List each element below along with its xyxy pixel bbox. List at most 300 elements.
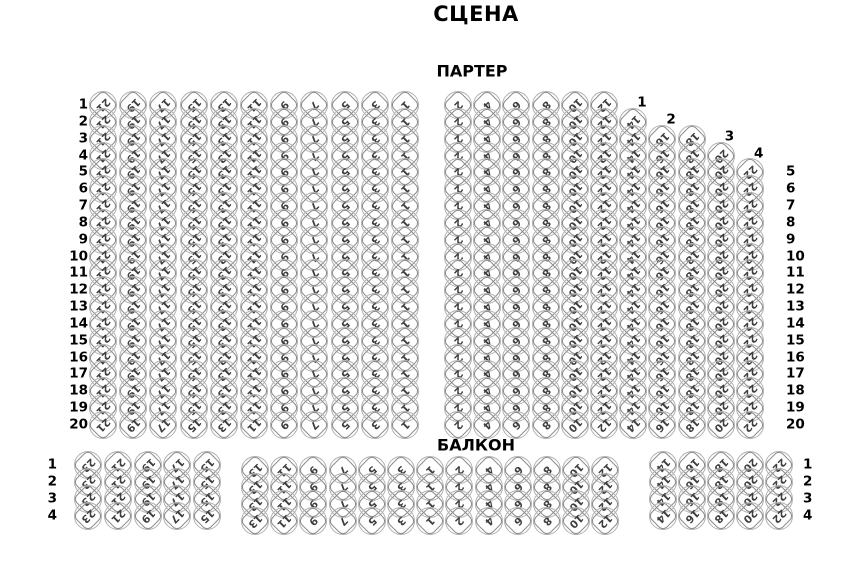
seat-number: 1: [423, 480, 438, 495]
seat-number: 1: [398, 334, 413, 348]
seat-number: 4: [480, 384, 495, 399]
seat-number: 17: [154, 382, 173, 401]
seat-number: 18: [682, 230, 702, 250]
seat-number: 11: [244, 196, 264, 216]
row-label: 14: [786, 315, 805, 332]
seat-number: 3: [368, 249, 382, 264]
seat-number: 21: [93, 247, 113, 267]
seat-number: 3: [368, 350, 382, 365]
seat-number: 8: [540, 463, 555, 478]
seat-number: 15: [184, 196, 204, 216]
seat-number: 23: [78, 489, 98, 509]
seat-number: 13: [214, 247, 234, 267]
seat-number: 20: [711, 264, 731, 283]
seat-number: 5: [337, 98, 352, 113]
seat-number: 21: [93, 382, 113, 401]
row-label: 4: [78, 146, 88, 163]
seat-number: 22: [740, 264, 760, 283]
parterre-label: ПАРТЕР: [436, 61, 508, 81]
seat-number: 14: [623, 348, 643, 368]
seat-number: 17: [154, 398, 173, 418]
seat-number: 9: [277, 350, 292, 365]
seat-number: 5: [365, 463, 379, 478]
seat-number: 21: [108, 506, 128, 526]
seat-number: 5: [337, 334, 352, 348]
seat-number: 4: [480, 249, 495, 264]
seat-number: 7: [307, 283, 322, 298]
seat-number: 22: [740, 196, 760, 216]
seat-number: 10: [565, 415, 585, 435]
seat-number: 9: [306, 514, 321, 529]
seat-number: 21: [93, 196, 113, 216]
seat[interactable]: [735, 410, 765, 440]
seat-number: 17: [168, 506, 187, 526]
seat-number: 2: [451, 199, 466, 214]
seat-number: 15: [184, 297, 204, 317]
seat-number: 19: [138, 455, 158, 475]
seat-number: 18: [682, 398, 702, 418]
seat-number: 9: [277, 98, 292, 113]
seat-number: 15: [184, 264, 204, 283]
seat-number: 2: [451, 350, 466, 365]
seat-number: 19: [123, 179, 143, 199]
seat-number: 6: [509, 334, 524, 348]
row-label: 19: [69, 399, 88, 416]
row-label: 6: [786, 180, 796, 197]
seat-number: 7: [307, 317, 322, 331]
seat-number: 6: [509, 350, 524, 365]
seat-number: 5: [365, 514, 379, 529]
seat-number: 6: [509, 115, 524, 129]
seat-number: 6: [509, 384, 524, 399]
seat-number: 8: [540, 480, 555, 495]
seat-number: 10: [565, 179, 585, 199]
seat-number: 14: [623, 146, 643, 166]
seat-number: 1: [398, 401, 413, 416]
seat-number: 2: [451, 233, 466, 247]
seat-number: 21: [108, 472, 128, 492]
seat-number: 13: [245, 477, 265, 497]
seat-number: 12: [596, 477, 615, 497]
seat-number: 15: [184, 247, 204, 267]
seat-number: 9: [277, 216, 292, 230]
seat-number: 9: [277, 401, 292, 416]
seat-number: 3: [368, 115, 382, 129]
seat-number: 15: [184, 348, 204, 368]
seat-number: 13: [214, 331, 234, 351]
seat-number: 23: [78, 472, 98, 492]
seat-number: 1: [398, 384, 413, 399]
seat-number: 19: [123, 95, 143, 115]
seat-number: 18: [711, 489, 731, 509]
seat[interactable]: [192, 501, 222, 531]
seat-number: 9: [277, 283, 292, 298]
seat-number: 5: [337, 367, 352, 382]
seat-number: 1: [398, 199, 413, 214]
seat-number: 6: [509, 401, 524, 416]
seat-number: 18: [682, 331, 702, 351]
seat-number: 2: [451, 401, 466, 416]
seat-number: 16: [653, 196, 672, 216]
seat-number: 8: [538, 401, 553, 416]
seat-number: 5: [337, 132, 352, 146]
seat-number: 7: [335, 497, 350, 512]
row-label: 3: [724, 127, 735, 144]
seat-number: 3: [368, 98, 382, 113]
seat-number: 15: [184, 95, 204, 115]
seat-number: 3: [368, 132, 382, 146]
seat-number: 9: [277, 266, 292, 281]
seat-number: 21: [93, 398, 113, 418]
seat-number: 20: [711, 297, 731, 317]
seat-number: 22: [740, 179, 760, 199]
seat-number: 9: [277, 148, 292, 163]
seat-number: 7: [307, 350, 322, 365]
row-label: 3: [47, 490, 57, 507]
seat-number: 11: [244, 280, 264, 300]
seat-number: 22: [769, 506, 789, 526]
seat-number: 16: [653, 331, 672, 351]
seat-number: 15: [197, 455, 217, 475]
row-label: 15: [69, 332, 88, 349]
seat-number: 19: [123, 297, 143, 317]
seat-number: 21: [93, 415, 113, 435]
seat-number: 5: [337, 199, 352, 214]
seat-number: 19: [123, 146, 143, 166]
seat-number: 22: [769, 489, 789, 509]
seat-number: 1: [398, 216, 413, 230]
row-label: 5: [786, 163, 796, 180]
seat-number: 11: [274, 477, 294, 497]
seat-number: 17: [154, 129, 173, 149]
seat-number: 22: [740, 415, 760, 435]
row-label: 10: [786, 247, 805, 264]
row-label: 12: [786, 281, 805, 298]
seat-number: 9: [277, 300, 292, 315]
seat-number: 14: [623, 280, 643, 300]
seat-number: 23: [78, 455, 98, 475]
row-label: 2: [666, 111, 676, 128]
seat-number: 4: [481, 514, 496, 529]
seat-number: 13: [214, 314, 234, 334]
seat-number: 4: [481, 463, 496, 478]
seat-number: 1: [398, 418, 413, 433]
seat-number: 10: [566, 511, 586, 531]
seat-number: 11: [244, 398, 264, 418]
row-label: 18: [69, 382, 88, 399]
seat-number: 22: [740, 297, 760, 317]
seat-number: 2: [451, 317, 466, 331]
seat-number: 18: [682, 179, 702, 199]
seat-number: 5: [337, 182, 352, 197]
seat-number: 21: [93, 112, 113, 132]
seat-number: 14: [623, 112, 643, 132]
seat-number: 22: [740, 230, 760, 250]
seat-number: 11: [244, 331, 264, 351]
seat-number: 12: [594, 365, 614, 384]
seat-number: 15: [184, 415, 204, 435]
seat-number: 2: [451, 418, 466, 433]
seat-number: 21: [93, 365, 113, 384]
seat-number: 22: [740, 163, 760, 182]
seat-number: 3: [368, 300, 382, 315]
seat-number: 4: [480, 216, 495, 230]
seat-number: 2: [451, 249, 466, 264]
seat-number: 7: [307, 148, 322, 163]
seat-number: 13: [214, 382, 234, 401]
seat-number: 3: [368, 283, 382, 298]
seat-number: 16: [653, 213, 672, 233]
seat-number: 5: [337, 249, 352, 264]
balcony-label: БАЛКОН: [437, 435, 515, 455]
seat-number: 19: [123, 314, 143, 334]
seat-number: 2: [452, 497, 467, 512]
seat-number: 10: [565, 247, 585, 267]
seat-number: 11: [244, 179, 264, 199]
seat-number: 5: [337, 418, 352, 433]
seat-number: 19: [123, 398, 143, 418]
row-label: 7: [786, 197, 796, 214]
seat-number: 9: [277, 367, 292, 382]
seat-number: 22: [769, 472, 789, 492]
seat-number: 16: [653, 163, 672, 182]
seat-number: 16: [653, 415, 672, 435]
seat-number: 20: [711, 314, 731, 334]
seat-number: 12: [594, 230, 614, 250]
seat-number: 17: [154, 348, 173, 368]
seat-number: 22: [769, 455, 789, 475]
seat-number: 1: [398, 165, 413, 180]
seat-number: 12: [594, 213, 614, 233]
seat-number: 6: [509, 98, 524, 113]
seat-number: 19: [123, 382, 143, 401]
seat-number: 3: [368, 384, 382, 399]
seat-number: 5: [337, 148, 352, 163]
seat-number: 5: [365, 480, 379, 495]
row-label: 17: [69, 365, 88, 382]
stage-label: СЦЕНА: [433, 2, 519, 26]
seat-number: 3: [368, 199, 382, 214]
seat-number: 1: [398, 98, 413, 113]
seat-number: 10: [565, 196, 585, 216]
seat-number: 13: [245, 511, 265, 531]
seat-number: 11: [244, 163, 264, 182]
row-label: 20: [69, 416, 88, 433]
row-label: 16: [69, 348, 88, 365]
seat-number: 8: [538, 216, 553, 230]
seat-number: 7: [307, 401, 322, 416]
seat-number: 12: [594, 112, 614, 132]
seat-number: 2: [451, 182, 466, 197]
seat-number: 8: [538, 182, 553, 197]
seat-number: 6: [509, 165, 524, 180]
seat-number: 22: [740, 213, 760, 233]
seat-number: 17: [154, 297, 173, 317]
seat-number: 11: [244, 146, 264, 166]
seat-number: 11: [244, 264, 264, 283]
seat-number: 11: [244, 95, 264, 115]
seat-number: 8: [538, 418, 553, 433]
seat-number: 2: [451, 266, 466, 281]
seat[interactable]: [590, 506, 620, 536]
seat-number: 7: [307, 249, 322, 264]
seat-number: 2: [451, 98, 466, 113]
seat-number: 22: [740, 382, 760, 401]
row-label: 14: [69, 315, 88, 332]
seat-number: 5: [337, 216, 352, 230]
seat-number: 4: [481, 480, 496, 495]
seat-number: 15: [184, 230, 204, 250]
seat-number: 6: [509, 283, 524, 298]
seat-number: 20: [711, 382, 731, 401]
seat-number: 21: [93, 129, 113, 149]
seat-number: 8: [540, 497, 555, 512]
seat-number: 19: [123, 213, 143, 233]
seat-number: 21: [108, 489, 128, 509]
seat-number: 3: [368, 216, 382, 230]
seat-number: 3: [368, 165, 382, 180]
row-label: 1: [637, 94, 647, 111]
seat-number: 14: [623, 264, 643, 283]
seat-number: 7: [307, 165, 322, 180]
seat-number: 3: [368, 334, 382, 348]
seat-number: 4: [480, 148, 495, 163]
seat-number: 7: [307, 132, 322, 146]
seat-number: 9: [277, 199, 292, 214]
seat-number: 17: [154, 163, 173, 182]
seat-number: 2: [451, 148, 466, 163]
seat-number: 18: [682, 297, 702, 317]
row-label: 1: [78, 96, 88, 113]
seat-number: 9: [277, 384, 292, 399]
seat-number: 2: [451, 300, 466, 315]
row-label: 9: [78, 230, 88, 247]
seat-number: 18: [711, 455, 731, 475]
row-label: 1: [803, 456, 813, 473]
seat-number: 3: [394, 463, 409, 478]
seat-number: 20: [711, 230, 731, 250]
seat-number: 7: [307, 384, 322, 399]
seat-number: 7: [307, 418, 322, 433]
seat-number: 1: [398, 300, 413, 315]
seat-number: 20: [740, 489, 760, 509]
seat-number: 17: [168, 472, 187, 492]
seat-number: 7: [307, 199, 322, 214]
seat-number: 11: [244, 297, 264, 317]
seat-number: 15: [184, 179, 204, 199]
seat-number: 22: [740, 348, 760, 368]
seat-number: 3: [368, 367, 382, 382]
seat-number: 17: [154, 230, 173, 250]
seat[interactable]: [764, 501, 794, 531]
seat-number: 17: [154, 331, 173, 351]
seat-number: 1: [398, 317, 413, 331]
seat-number: 9: [277, 182, 292, 197]
seat-number: 12: [596, 460, 615, 480]
seat-number: 20: [711, 163, 731, 182]
seat-number: 17: [154, 112, 173, 132]
row-label: 17: [786, 365, 805, 382]
seat-number: 12: [594, 382, 614, 401]
seat-number: 7: [335, 480, 350, 495]
seat-number: 19: [123, 280, 143, 300]
seat-number: 19: [123, 264, 143, 283]
seat-number: 2: [451, 165, 466, 180]
seat-number: 19: [123, 196, 143, 216]
row-label: 6: [78, 180, 88, 197]
seat-number: 3: [368, 266, 382, 281]
seat-number: 15: [197, 489, 217, 509]
row-label: 8: [786, 214, 796, 231]
seat-number: 7: [307, 233, 322, 247]
seat-number: 15: [184, 365, 204, 384]
seat-number: 20: [740, 472, 760, 492]
seat-number: 19: [123, 112, 143, 132]
seat-number: 4: [480, 418, 495, 433]
seat-number: 13: [245, 460, 265, 480]
seat-number: 13: [214, 95, 234, 115]
seat-number: 6: [509, 199, 524, 214]
seat-number: 11: [244, 213, 264, 233]
seat-number: 19: [138, 472, 158, 492]
seat-number: 12: [594, 179, 614, 199]
seat-number: 15: [184, 280, 204, 300]
seat-number: 1: [398, 132, 413, 146]
seat-number: 2: [451, 367, 466, 382]
seat-number: 16: [653, 129, 672, 149]
seat-number: 5: [337, 115, 352, 129]
seat-number: 3: [368, 233, 382, 247]
seat-number: 14: [623, 163, 643, 182]
seat-number: 16: [653, 230, 672, 250]
seat-number: 6: [509, 132, 524, 146]
seat-number: 2: [452, 514, 467, 529]
seat-number: 8: [538, 249, 553, 264]
seat-number: 8: [538, 317, 553, 331]
seat-number: 10: [565, 95, 585, 115]
seat-number: 16: [653, 247, 672, 267]
seat-number: 21: [93, 163, 113, 182]
seat-number: 20: [740, 455, 760, 475]
seat-number: 7: [307, 300, 322, 315]
seat-number: 14: [623, 297, 643, 317]
row-label: 12: [69, 281, 88, 298]
seat-number: 17: [154, 314, 173, 334]
seat-number: 22: [740, 247, 760, 267]
seat-number: 21: [93, 331, 113, 351]
seat-number: 12: [594, 247, 614, 267]
seat-number: 16: [653, 314, 672, 334]
seat[interactable]: [390, 410, 420, 440]
seat-number: 20: [711, 179, 731, 199]
seat-number: 11: [244, 415, 264, 435]
seat-number: 6: [511, 514, 525, 529]
seat-number: 6: [509, 266, 524, 281]
row-label: 3: [78, 129, 88, 146]
seat-number: 22: [740, 314, 760, 334]
seat-number: 12: [594, 264, 614, 283]
seat-number: 15: [184, 112, 204, 132]
seat-number: 17: [154, 247, 173, 267]
seat-number: 16: [682, 506, 702, 526]
seat-number: 4: [480, 266, 495, 281]
seat-number: 15: [184, 382, 204, 401]
seat-number: 10: [565, 112, 585, 132]
seat-number: 5: [337, 317, 352, 331]
seat-number: 21: [93, 179, 113, 199]
seat-number: 18: [682, 247, 702, 267]
seat-number: 7: [307, 182, 322, 197]
